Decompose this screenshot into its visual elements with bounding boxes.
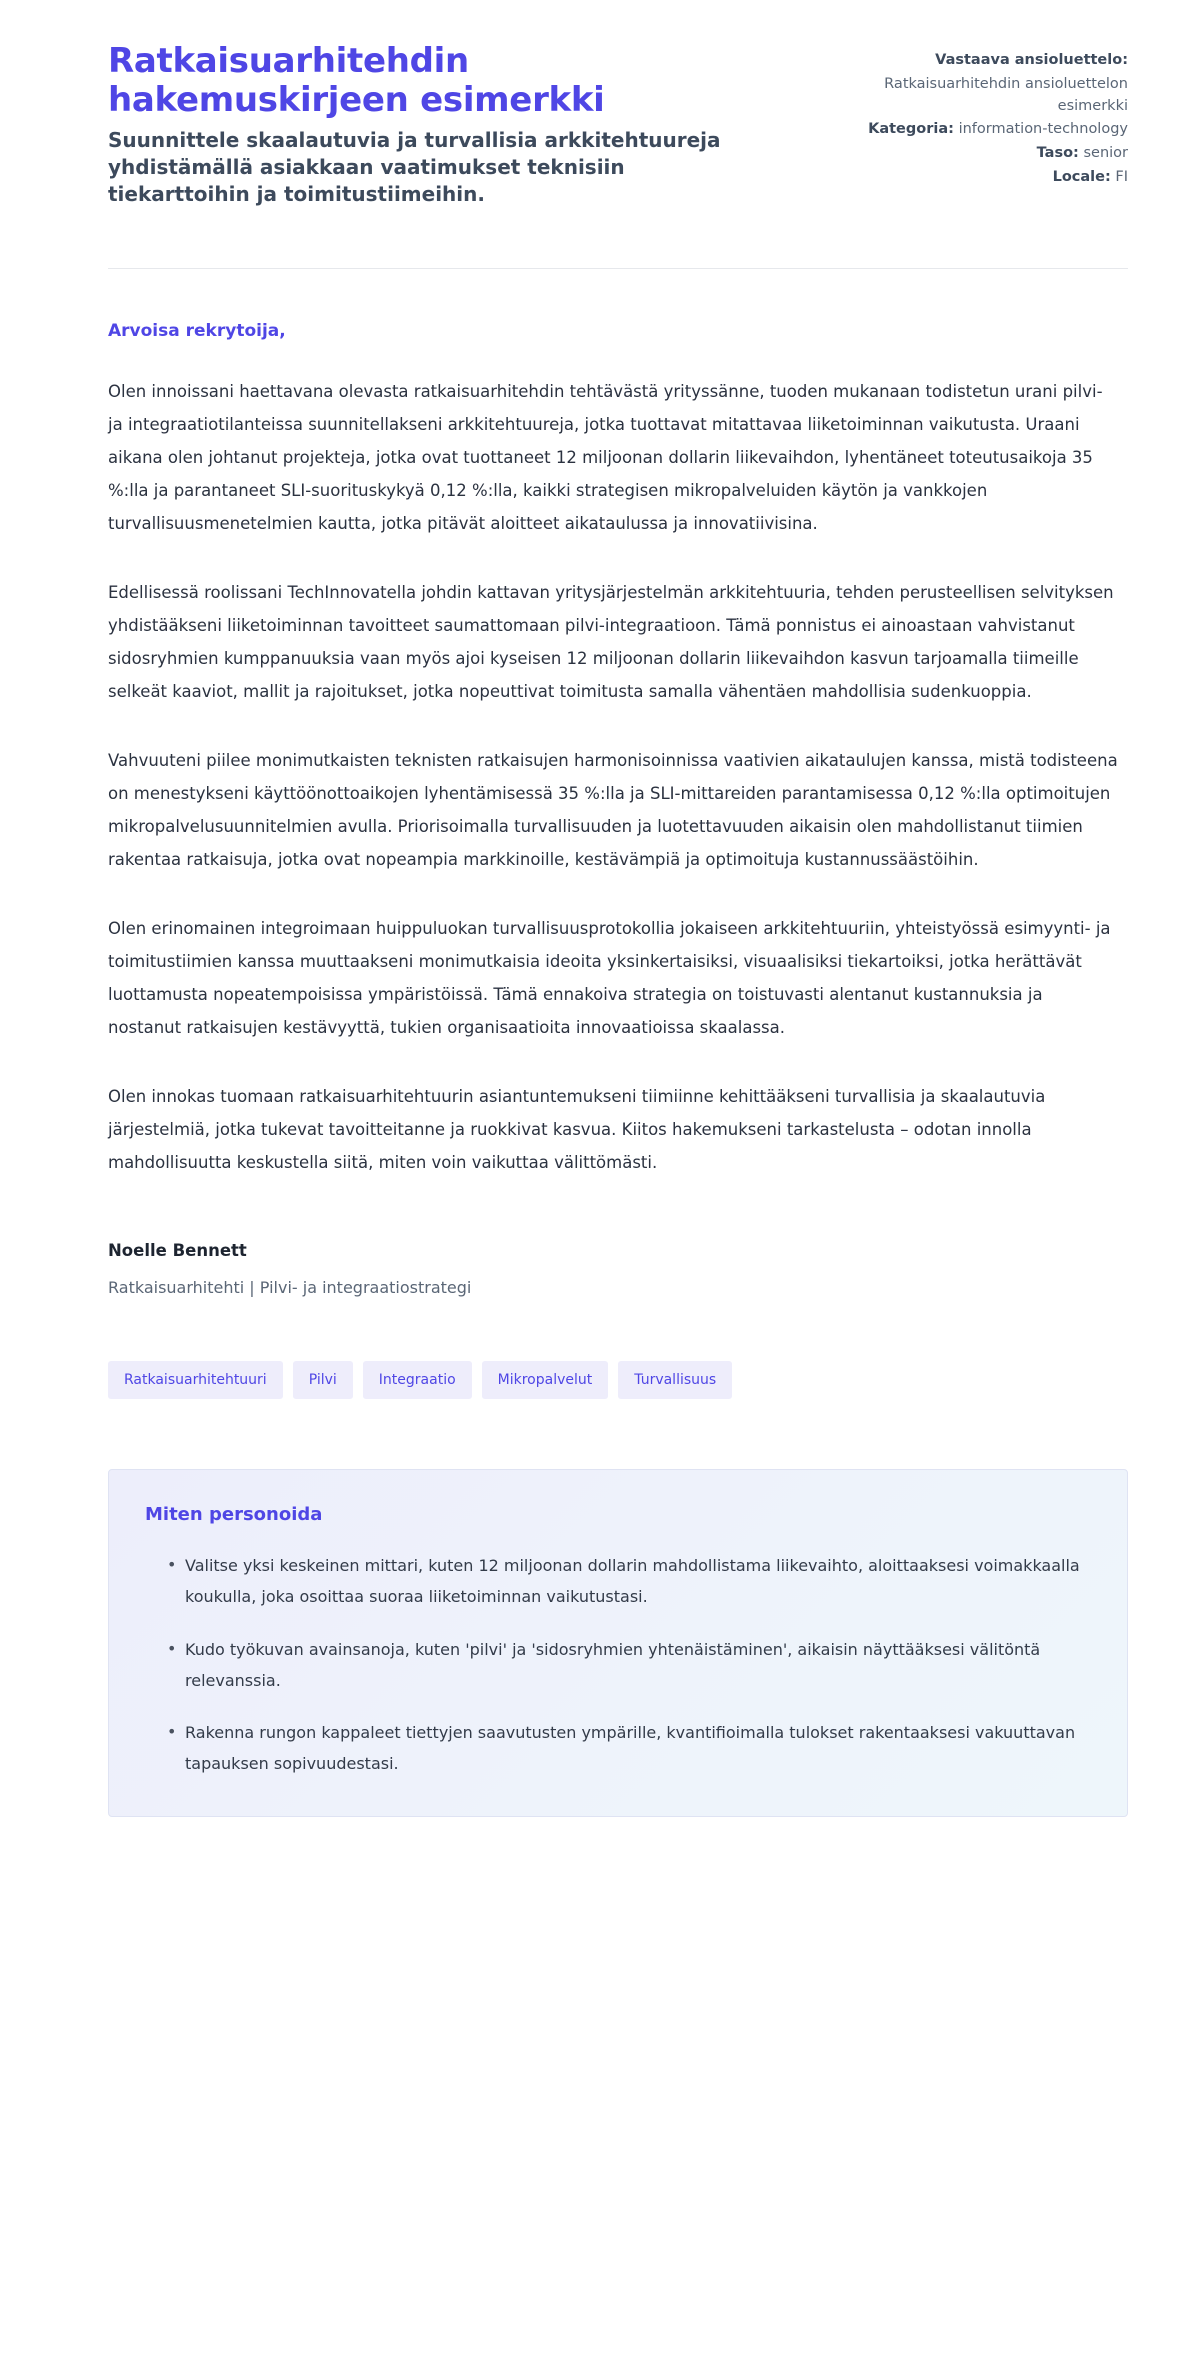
letter-paragraph: Olen innokas tuomaan ratkaisuarhitehtuurin asiantuntemukseni tiimiinne kehittääkseni turvallisia ja skaalautuvia järjestelmiä, jotka tukevat tavoitteitanne ja ruokkivat kasvua. Kiitos hakemukseni tarkastelusta – odotan innolla mahdollisuutta keskustella siitä, miten voin vaikuttaa välittömästi. <box>108 1087 1046 1173</box>
meta-category-value: information-technology <box>958 121 1128 138</box>
personalization-callout <box>108 1469 1128 1816</box>
document-metadata <box>868 42 1128 191</box>
header-divider <box>108 268 1128 269</box>
meta-locale <box>868 167 1128 189</box>
tag-item[interactable]: Turvallisuus <box>618 1361 732 1399</box>
signature-block <box>108 1241 1128 1297</box>
callout-tip-item: • Valitse yksi keskeinen mittari, kuten 12 miljoonan dollarin mahdollistama liikevaihto, aloittaaksesi voimakkaalla koukulla, joka osoittaa suoraa liiketoiminnan vaikutustasi. <box>167 1551 1091 1612</box>
meta-related-cv-value: Ratkaisuarhitehdin ansioluettelon esimerkki <box>884 75 1128 114</box>
meta-locale-label: Locale: <box>1052 168 1111 185</box>
meta-related-cv-value-row <box>868 74 1128 118</box>
meta-related-cv-label: Vastaava ansioluettelo: <box>935 52 1128 68</box>
page-title: Ratkaisuarhitehdin hakemuskirjeen esimerkki <box>108 41 605 121</box>
letter-paragraph: Vahvuuteni piilee monimutkaisten teknisten ratkaisujen harmonisoinnissa vaativien aikataulujen kanssa, mistä todisteena on menestykseni käyttöönottoaikojen lyhentämisessä 35 %:lla ja SLI-mittareiden parantamisessa 0,12 %:lla optimoitujen mikropalvelusuunnitelmien avulla. Priorisoimalla turvallisuuden ja luotettavuuden aikaisin olen mahdollistanut tiimien rakentaa ratkaisuja, jotka ovat nopeampia markkinoille, kestävämpiä ja optimoituja kustannussäästöihin. <box>108 751 1118 870</box>
signature-name: Noelle Bennett <box>108 1241 247 1261</box>
tag-item[interactable]: Pilvi <box>293 1361 353 1399</box>
tag-list <box>60 1361 1140 1399</box>
callout-tip-list <box>145 1551 1091 1779</box>
tag-item[interactable]: Mikropalvelut <box>482 1361 609 1399</box>
tag-item[interactable]: Integraatio <box>363 1361 472 1399</box>
letter-paragraph: Olen erinomainen integroimaan huippuluokan turvallisuusprotokollia jokaiseen arkkitehtuuriin, yhteistyössä esimyynti- ja toimitustiimien kanssa muuttaakseni monimutkaisia ideoita yksinkertaisiksi, visuaalisiksi tiekartoiksi, jotka herättävät luottamusta nopeatempoisissa ympäristöissä. Tämä ennakoiva strategia on toistuvasti alentanut kustannuksia ja nostanut ratkaisujen kestävyyttä, tukien organisaatioita innovaatioissa skaalassa. <box>108 919 1111 1038</box>
letter-salutation: Arvoisa rekrytoija, <box>108 321 286 342</box>
meta-locale-value: FI <box>1115 168 1128 185</box>
letter-body <box>60 321 1140 1297</box>
meta-category-label: Kategoria: <box>868 121 954 138</box>
callout-tip-item: • Rakenna rungon kappaleet tiettyjen saavutusten ympärille, kvantifioimalla tulokset rakentaaksesi vakuuttavan tapauksen sopivuudestasi. <box>167 1718 1091 1779</box>
tag-item[interactable]: Ratkaisuarhitehtuuri <box>108 1361 283 1399</box>
page-header <box>60 42 1140 208</box>
callout-title: Miten personoida <box>145 1504 323 1526</box>
letter-paragraph: Olen innoissani haettavana olevasta ratkaisuarhitehdin tehtävästä yrityssänne, tuoden mukanaan todistetun urani pilvi- ja integraatiotilanteissa suunnitellakseni arkkitehtuureja, jotka tuottavat mitattavaa liiketoiminnan vaikutusta. Uraani aikana olen johtanut projekteja, jotka ovat tuottaneet 12 miljoonan dollarin liikevaihdon, lyhentäneet toteutusaikoja 35 %:lla ja parantaneet SLI-suorituskykyä 0,12 %:lla, kaikki strategisen mikropalveluiden käytön ja vankkojen turvallisuusmenetelmien kautta, jotka pitävät aloitteet aikataulussa ja innovatiivisina. <box>108 382 1103 534</box>
callout-tip-item: • Kudo työkuvan avainsanoja, kuten 'pilvi' ja 'sidosryhmien yhtenäistäminen', aikaisin näyttääksesi välitöntä relevanssia. <box>167 1635 1091 1696</box>
meta-related-cv <box>868 50 1128 72</box>
meta-level <box>868 143 1128 165</box>
letter-paragraph: Edellisessä roolissani TechInnovatella johdin kattavan yritysjärjestelmän arkkitehtuuria, tehden perusteellisen selvityksen yhdistääkseni liiketoiminnan tavoitteet saumattomaan pilvi-integraatioon. Tämä ponnistus ei ainoastaan vahvistanut sidosryhmien kumppanuuksia vaan myös ajoi kyseisen 12 miljoonan dollarin liikevaihdon kasvun tarjoamalla tiimeille selkeät kaaviot, mallit ja rajoitukset, jotka nopeuttivat toimitusta samalla vähentäen mahdollisia sudenkuoppia. <box>108 583 1114 702</box>
header-title-block <box>108 42 748 208</box>
meta-category <box>868 119 1128 141</box>
meta-level-label: Taso: <box>1036 145 1079 161</box>
meta-level-value: senior <box>1083 145 1128 161</box>
signature-role: Ratkaisuarhitehti | Pilvi- ja integraatiostrategi <box>108 1278 472 1298</box>
page-subtitle: Suunnittele skaalautuvia ja turvallisia arkkitehtuureja yhdistämällä asiakkaan vaatimukset teknisiin tiekarttoihin ja toimitustiimeihin. <box>108 127 721 207</box>
